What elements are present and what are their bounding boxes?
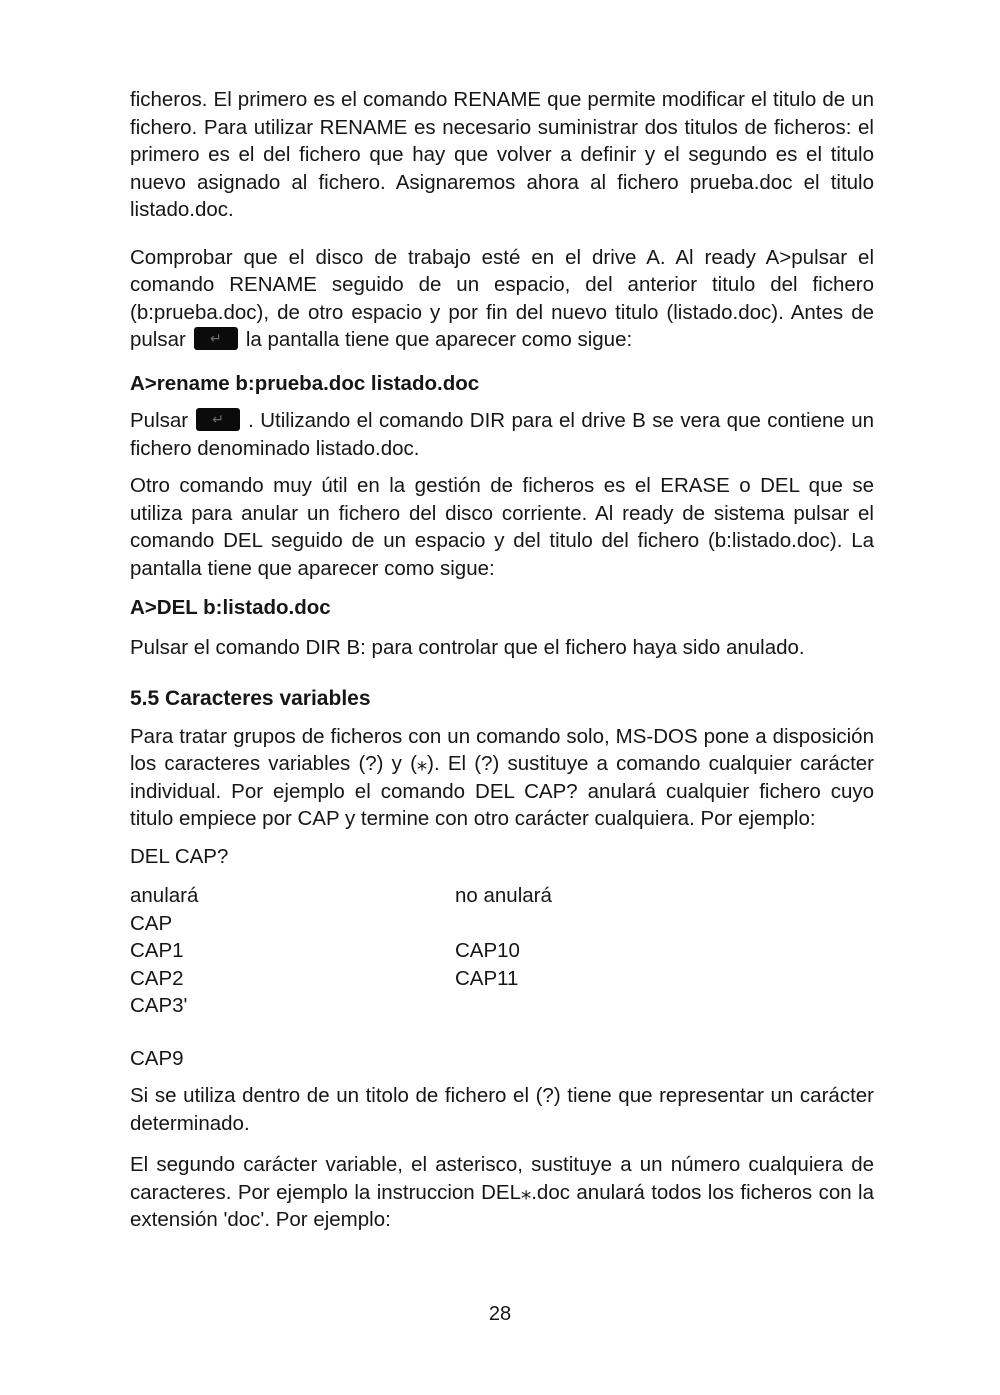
command-line-rename: A>rename b:prueba.doc listado.doc (130, 371, 480, 395)
table-cell: CAP2 (130, 966, 184, 990)
paragraph-erase-del: Otro comando muy útil en la gestión de ficheros es el ERASE o DEL que se utiliza para anular un fichero del disco corriente. Al ready de sistema pulsar el comando DEL seguido de un espacio y del titulo del fichero (b:listado.doc). La pantalla tiene que aparecer como sigue: (130, 474, 874, 580)
table-cell (455, 910, 874, 938)
table-cell: CAP10 (455, 939, 520, 962)
table-row (130, 992, 874, 1020)
table-cell: CAP1 (130, 939, 184, 962)
table-row (130, 910, 874, 938)
paragraph-text: Pulsar (130, 409, 189, 432)
paragraph-text: Comprobar que el disco de trabajo esté en el drive A. Al ready A>pulsar el comando RENAME seguido de un espacio, del anterior titulo del fichero (b:prueba.doc), de otro espacio y por fin del nuevo titulo (listado.doc). Antes de pulsar (130, 245, 874, 351)
paragraph-rename-intro: ficheros. El primero es el comando RENAME que permite modificar el titulo de un fichero. Para utilizar RENAME es necesario suministrar dos titulos de ficheros: el primero es el del fichero que hay que volver a definir y el segundo es el titulo nuevo asignado al fichero. Asignaremos ahora al fichero prueba.doc el titulo listado.doc. (130, 88, 874, 221)
table-trailing-item: CAP9 (130, 1046, 184, 1070)
page-content (130, 86, 874, 1234)
paragraph-rename-steps (130, 244, 874, 354)
paragraph-wildcards: Para tratar grupos de ficheros con un comando solo, MS-DOS pone a disposición los caracteres variables (?) y (⁎). El (?) sustituye a comando cualquier carácter individual. Por ejemplo el comando DEL CAP? anulará cualquier fichero cuyo titulo empiece por CAP y termine con otro carácter cualquiera. Por ejemplo: (130, 724, 874, 830)
enter-key-icon (196, 408, 240, 431)
column-header-no-anulara: no anulará (455, 884, 552, 907)
enter-key-icon (194, 327, 238, 350)
paragraph-pulsar-dir (130, 407, 874, 462)
command-line-del: A>DEL b:listado.doc (130, 596, 331, 619)
table-cell (455, 992, 874, 1020)
table-cell: CAP3' (130, 994, 188, 1017)
section-heading: 5.5 Caracteres variables (130, 687, 371, 710)
paragraph-asterisk: El segundo carácter variable, el asterisco, sustituye a un número cualquiera de caracteres. Por ejemplo la instruccion DEL⁎.doc anulará todos los ficheros con la extensión 'doc'. Por ejemplo: (130, 1153, 874, 1231)
table-row (130, 965, 874, 993)
paragraph-text: . Utilizando el comando DIR para el drive B se vera que contiene un fichero denominado listado.doc. (130, 409, 874, 460)
table-row (130, 937, 874, 965)
example-command: DEL CAP? (130, 844, 229, 868)
paragraph-text: la pantalla tiene que aparecer como sigue: (245, 328, 633, 351)
paragraph-dir-b: Pulsar el comando DIR B: para controlar que el fichero haya sido anulado. (130, 635, 805, 659)
paragraph-question-mark: Si se utiliza dentro de un titolo de fichero el (?) tiene que representar un carácter determinado. (130, 1084, 874, 1135)
table-cell: CAP (130, 911, 173, 935)
enter-key-glyph: ↵ (212, 411, 224, 427)
column-header-anulara: anulará (130, 884, 199, 907)
enter-key-glyph: ↵ (209, 330, 222, 346)
page-number: 28 (488, 1303, 512, 1325)
table-cell: CAP11 (455, 966, 519, 990)
table-header-row (130, 882, 874, 910)
wildcard-example-table (130, 882, 874, 1020)
